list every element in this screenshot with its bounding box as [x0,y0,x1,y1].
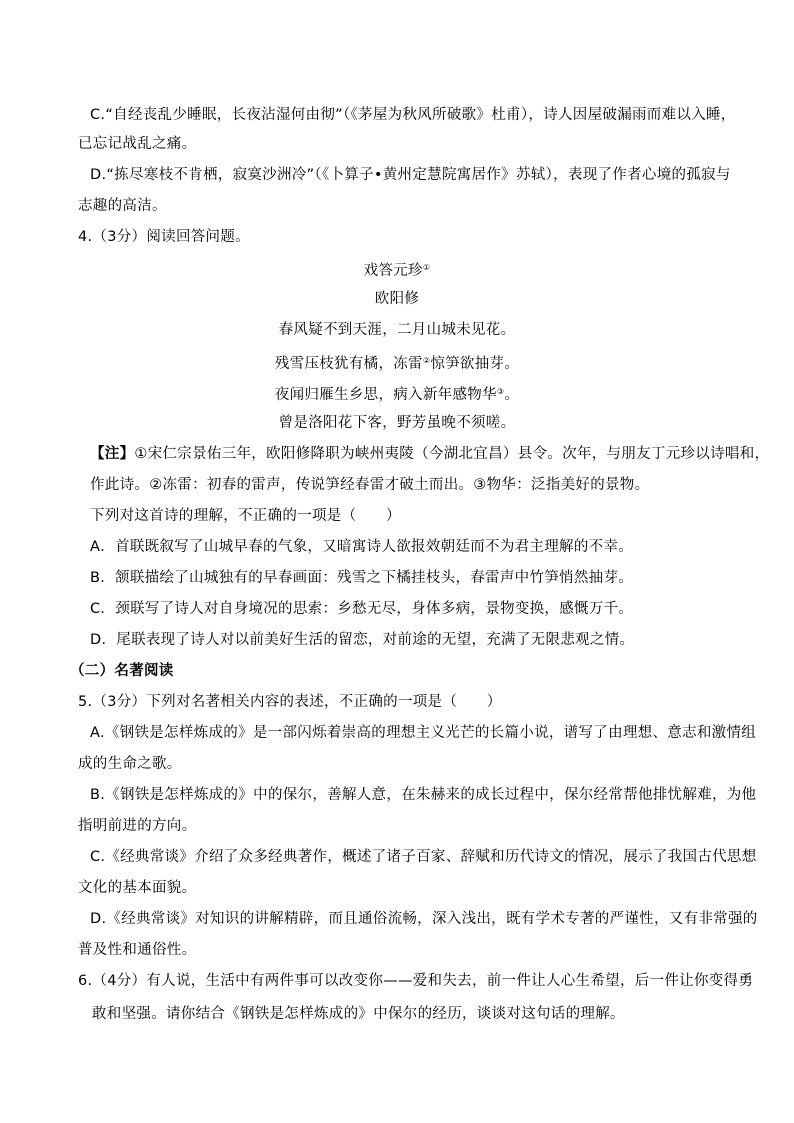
q3-option-c-line1: C.“自经丧乱少睡眠，长夜沾湿何由彻”（《茅屋为秋风所破歌》杜甫），诗人因屋破漏雨而难以入睡， [90,107,736,123]
poem-title [0,258,794,281]
q5-option-b-line1: B.《钢铁是怎样炼成的》中的保尔，善解人意，在朱赫来的成长过程中，保尔经常帮他排忧解难，为他 [90,787,757,803]
poem-author: 欧阳修 [374,291,420,307]
q4-option-a: A．首联既叙写了山城早春的气象，又暗寓诗人欲报效朝廷而不为君主理解的不幸。 [90,539,634,555]
poem-line-3-b: 。 [504,387,520,403]
note-label: 【注】 [90,446,135,462]
q5-option-b-line2: 指明前进的方向。 [78,818,197,834]
poem-line-2-note-marker: ② [422,356,431,365]
poem-line-2-b: 惊笋欲抽芽。 [430,356,520,372]
q3-option-d-line1: D.“拣尽寒枝不肯栖，寂寞沙洲冷”（《卜算子•黄州定慧院寓居作》苏轼），表现了作者心境的孤寂与 [90,167,731,183]
poem-line-2-a: 残雪压枝犹有橘，冻雷 [274,356,423,372]
poem-line-2 [0,351,794,374]
q4-question: 下列对这首诗的理解，不正确的一项是（ ） [90,508,401,524]
q4-option-c: C．颈联写了诗人对自身境况的思索：乡愁无尽，身体多病，景物变换，感慨万千。 [90,601,634,617]
q3-option-c-line2: 已忘记战乱之痛。 [78,136,197,152]
q5-option-d-line1: D.《经典常谈》对知识的讲解精辟，而且通俗流畅，深入浅出，既有学术专著的严谨性，又有非常强的 [90,911,758,927]
q6-stem-line1: 6.（4分）有人说，生活中有两件事可以改变你——爱和失去，前一件让人心生希望，后一件让你变得勇 [78,973,754,989]
poem-line-3-a: 夜闻归雁生乡思，病入新年感物华 [274,387,497,403]
poem-title-note-marker: ① [422,263,431,272]
q6-stem-line2: 敢和坚强。请你结合《钢铁是怎样炼成的》中保尔的经历，谈谈对这句话的理解。 [92,1006,625,1022]
note-line-1 [90,444,769,464]
note-line-2: 作此诗。②冻雷：初春的雷声，传说笋经春雷才破土而出。③物华：泛指美好的景物。 [90,477,650,493]
q5-option-a-line1: A.《钢铁是怎样炼成的》是一部闪烁着崇高的理想主义光芒的长篇小说，谱写了由理想、意志和激情组 [90,725,757,741]
q4-option-d: D．尾联表现了诗人对以前美好生活的留恋，对前途的无望，充满了无限悲观之情。 [90,632,635,648]
q5-option-a-line2: 成的生命之歌。 [78,756,182,772]
section-heading: （二）名著阅读 [70,663,174,679]
q5-stem: 5.（3分）下列对名著相关内容的表述，不正确的一项是（ ） [78,694,502,710]
q5-option-c-line2: 文化的基本面貌。 [78,880,197,896]
q5-option-d-line2: 普及性和通俗性。 [78,942,197,958]
poem-line-3 [0,382,794,405]
q3-option-d-line2: 志趣的高洁。 [78,198,167,214]
note-line-1-text: ①宋仁宗景佑三年，欧阳修降职为峡州夷陵（今湖北宜昌）县令。次年，与朋友丁元珍以诗唱和， [134,446,770,462]
poem-title-text: 戏答元珍 [363,263,423,279]
q5-option-c-line1: C.《经典常谈》介绍了众多经典著作，概述了诸子百家、辞赋和历代诗文的情况，展示了我国古代思想 [90,849,757,865]
poem-line-1: 春风疑不到天涯，二月山城未见花。 [278,322,516,338]
q4-option-b: B．颔联描绘了山城独有的早春画面：残雪之下橘挂枝头，春雷声中竹笋悄然抽芽。 [90,570,634,586]
q4-stem: 4.（3分）阅读回答问题。 [78,229,250,245]
poem-line-4: 曾是洛阳花下客，野芳虽晚不须嗟。 [278,415,516,431]
poem-line-3-note-marker: ③ [496,387,505,396]
